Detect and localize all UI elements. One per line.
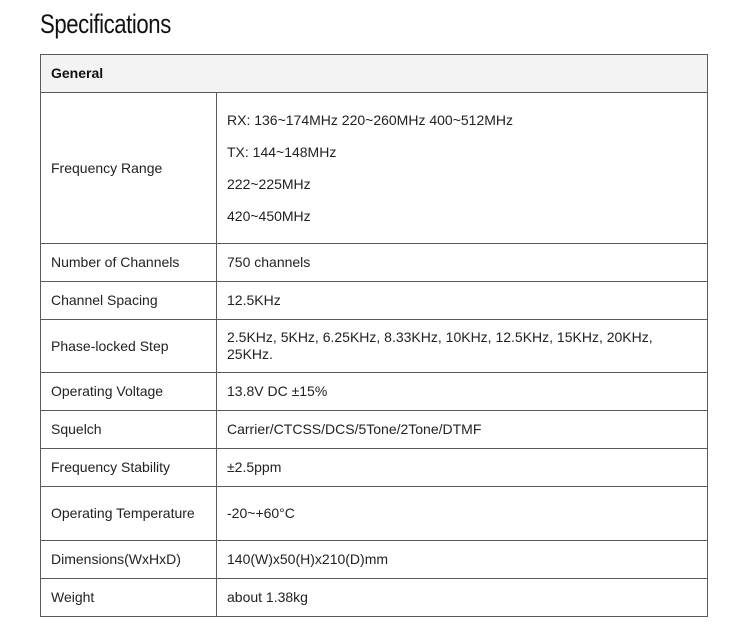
table-row <box>41 373 708 411</box>
row-label-dimensions: Dimensions(WxHxD) <box>41 541 217 579</box>
row-value-dimensions: 140(W)x50(H)x210(D)mm <box>217 541 708 579</box>
row-label-channel-spacing: Channel Spacing <box>41 282 217 320</box>
page-title: Specifications <box>40 9 171 39</box>
table-group-row <box>41 55 708 93</box>
table-row <box>41 244 708 282</box>
table-row <box>41 320 708 373</box>
row-value-phase-locked-step: 2.5KHz, 5KHz, 6.25KHz, 8.33KHz, 10KHz, 12.5KHz, 15KHz, 20KHz, 25KHz. <box>217 320 708 373</box>
row-label-frequency-stability: Frequency Stability <box>41 449 217 487</box>
row-label-channels: Number of Channels <box>41 244 217 282</box>
row-label-operating-voltage: Operating Voltage <box>41 373 217 411</box>
row-value-channel-spacing: 12.5KHz <box>217 282 708 320</box>
frequency-line-222: 222~225MHz <box>227 175 311 192</box>
row-label-operating-temperature: Operating Temperature <box>41 487 217 541</box>
row-value-weight: about 1.38kg <box>217 579 708 617</box>
group-header-general: General <box>41 55 708 93</box>
frequency-line-tx: TX: 144~148MHz <box>227 143 337 160</box>
row-value-operating-temperature: -20~+60°C <box>217 487 708 541</box>
specifications-table <box>40 54 708 617</box>
frequency-line-rx: RX: 136~174MHz 220~260MHz 400~512MHz <box>227 111 514 128</box>
row-label-frequency-range: Frequency Range <box>41 93 217 244</box>
row-value-operating-voltage: 13.8V DC ±15% <box>217 373 708 411</box>
table-row <box>41 487 708 541</box>
row-value-frequency-range <box>217 93 708 244</box>
table-row <box>41 579 708 617</box>
row-label-phase-locked-step: Phase-locked Step <box>41 320 217 373</box>
table-row <box>41 411 708 449</box>
row-label-squelch: Squelch <box>41 411 217 449</box>
frequency-line-420: 420~450MHz <box>227 207 311 224</box>
row-value-frequency-stability: ±2.5ppm <box>217 449 708 487</box>
row-label-weight: Weight <box>41 579 217 617</box>
row-value-squelch: Carrier/CTCSS/DCS/5Tone/2Tone/DTMF <box>217 411 708 449</box>
table-row <box>41 541 708 579</box>
table-row <box>41 282 708 320</box>
table-row <box>41 93 708 244</box>
row-value-channels: 750 channels <box>217 244 708 282</box>
table-row <box>41 449 708 487</box>
